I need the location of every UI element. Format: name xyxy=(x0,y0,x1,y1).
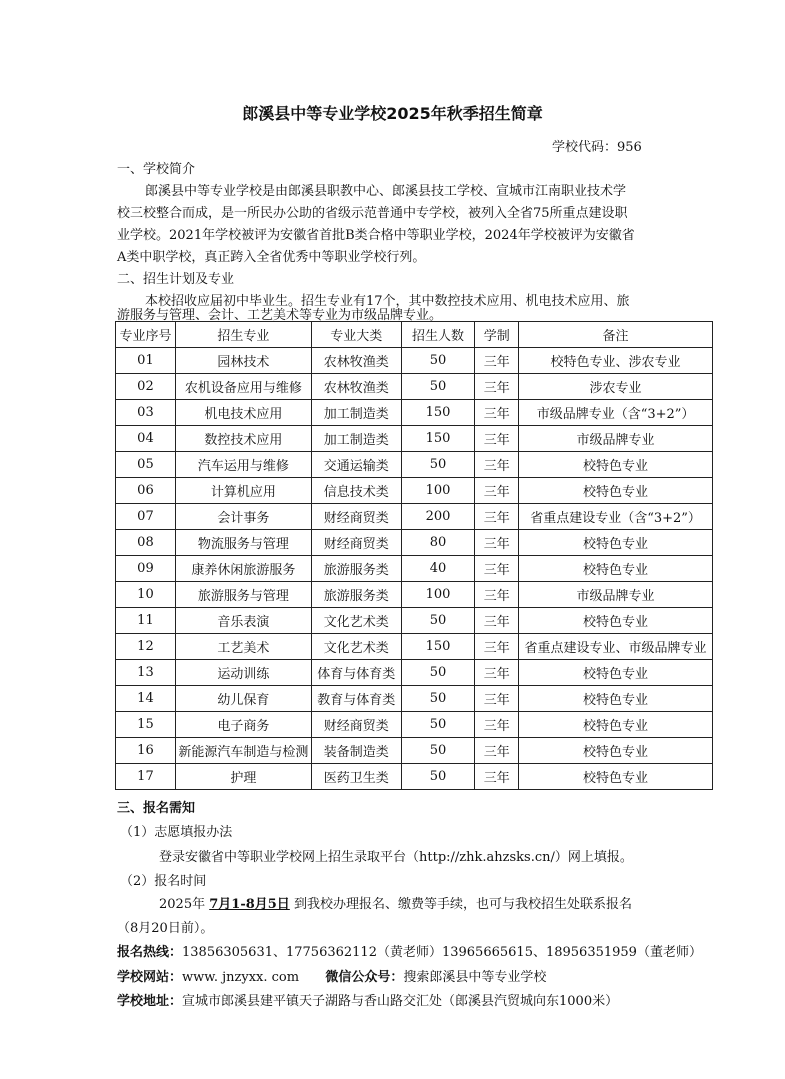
cell-seq: 05 xyxy=(116,452,176,478)
cell-quota: 150 xyxy=(401,426,475,452)
section3-heading: 三、报名需知 xyxy=(117,801,196,816)
cell-quota: 40 xyxy=(401,556,475,582)
cell-note: 校特色专业 xyxy=(519,452,713,478)
cell-duration: 三年 xyxy=(475,374,519,400)
cell-seq: 02 xyxy=(116,374,176,400)
cell-category: 农林牧渔类 xyxy=(311,348,401,374)
registration-dates: 7月1-8月5日 xyxy=(209,897,290,912)
cell-major: 电子商务 xyxy=(175,712,311,738)
section1-line-2: 校三校整合而成，是一所民办公助的省级示范普通中专学校，被列入全省75所重点建设职 xyxy=(117,206,628,221)
header-category: 专业大类 xyxy=(311,322,401,348)
cell-duration: 三年 xyxy=(475,634,519,660)
cell-category: 旅游服务类 xyxy=(311,556,401,582)
section1-heading: 一、学校简介 xyxy=(117,162,196,177)
table-row xyxy=(116,686,713,712)
item1-label: （1）志愿填报办法 xyxy=(120,825,233,840)
table-row xyxy=(116,400,713,426)
cell-category: 财经商贸类 xyxy=(311,504,401,530)
cell-seq: 07 xyxy=(116,504,176,530)
cell-category: 信息技术类 xyxy=(311,478,401,504)
cell-quota: 50 xyxy=(401,712,475,738)
cell-seq: 14 xyxy=(116,686,176,712)
header-major: 招生专业 xyxy=(175,322,311,348)
cell-note: 校特色专业 xyxy=(519,764,713,790)
item1-text: 登录安徽省中等职业学校网上招生录取平台（http://zhk.ahzsks.cn/）网上填报。 xyxy=(159,850,633,865)
cell-major: 旅游服务与管理 xyxy=(175,582,311,608)
table-row xyxy=(116,530,713,556)
table-row xyxy=(116,478,713,504)
cell-note: 省重点建设专业（含“3+2”） xyxy=(519,504,713,530)
cell-quota: 50 xyxy=(401,608,475,634)
address xyxy=(117,990,618,1009)
section1-line-3: 业学校。2021年学校被评为安徽省首批B类合格中等职业学校，2024年学校被评为安徽省 xyxy=(117,228,635,243)
cell-quota: 50 xyxy=(401,348,475,374)
cell-category: 农林牧渔类 xyxy=(311,374,401,400)
cell-category: 医药卫生类 xyxy=(311,764,401,790)
cell-quota: 50 xyxy=(401,764,475,790)
cell-major: 护理 xyxy=(175,764,311,790)
cell-seq: 12 xyxy=(116,634,176,660)
cell-quota: 80 xyxy=(401,530,475,556)
cell-note: 校特色专业 xyxy=(519,478,713,504)
cell-note: 市级品牌专业 xyxy=(519,426,713,452)
cell-duration: 三年 xyxy=(475,348,519,374)
website-label: 学校网站： xyxy=(117,970,183,985)
cell-major: 新能源汽车制造与检测 xyxy=(175,738,311,764)
cell-seq: 11 xyxy=(116,608,176,634)
wechat-value: 搜索郎溪县中等专业学校 xyxy=(403,970,547,985)
section2-heading: 二、招生计划及专业 xyxy=(117,272,235,287)
cell-category: 旅游服务类 xyxy=(311,582,401,608)
cell-category: 加工制造类 xyxy=(311,400,401,426)
table-row xyxy=(116,608,713,634)
cell-major: 物流服务与管理 xyxy=(175,530,311,556)
cell-seq: 04 xyxy=(116,426,176,452)
cell-seq: 13 xyxy=(116,660,176,686)
item2-prefix: 2025年 xyxy=(159,897,206,912)
address-value: 宣城市郎溪县建平镇天子湖路与香山路交汇处（郎溪县汽贸城向东1000米） xyxy=(182,994,619,1009)
cell-major: 工艺美术 xyxy=(175,634,311,660)
cell-duration: 三年 xyxy=(475,608,519,634)
cell-note: 校特色专业 xyxy=(519,608,713,634)
cell-duration: 三年 xyxy=(475,712,519,738)
cell-seq: 08 xyxy=(116,530,176,556)
cell-category: 文化艺术类 xyxy=(311,608,401,634)
cell-seq: 15 xyxy=(116,712,176,738)
header-duration: 学制 xyxy=(475,322,519,348)
address-label: 学校地址： xyxy=(117,994,183,1009)
cell-major: 汽车运用与维修 xyxy=(175,452,311,478)
cell-duration: 三年 xyxy=(475,556,519,582)
table-row xyxy=(116,452,713,478)
cell-quota: 150 xyxy=(401,634,475,660)
table-header-row xyxy=(116,322,713,348)
section1-line-1: 郎溪县中等专业学校是由郎溪县职教中心、郎溪县技工学校、宣城市江南职业技术学 xyxy=(145,184,627,199)
cell-major: 康养休闲旅游服务 xyxy=(175,556,311,582)
item2-label: （2）报名时间 xyxy=(120,874,207,889)
table-row xyxy=(116,712,713,738)
website-value[interactable]: www. jnzyxx. com xyxy=(182,970,300,985)
cell-note: 校特色专业 xyxy=(519,660,713,686)
table-row xyxy=(116,764,713,790)
header-quota: 招生人数 xyxy=(401,322,475,348)
cell-quota: 200 xyxy=(401,504,475,530)
table-row xyxy=(116,660,713,686)
item2-line2: （8月20日前）。 xyxy=(117,921,214,936)
cell-note: 市级品牌专业 xyxy=(519,582,713,608)
cell-major: 幼儿保育 xyxy=(175,686,311,712)
table-row xyxy=(116,556,713,582)
hotline xyxy=(117,941,702,960)
cell-seq: 17 xyxy=(116,764,176,790)
cell-note: 涉农专业 xyxy=(519,374,713,400)
table-row xyxy=(116,504,713,530)
cell-category: 交通运输类 xyxy=(311,452,401,478)
table-row xyxy=(116,634,713,660)
header-seq: 专业序号 xyxy=(116,322,176,348)
website-wechat xyxy=(117,966,546,985)
section2-line-1: 本校招收应届初中毕业生。招生专业有17个，其中数控技术应用、机电技术应用、旅 xyxy=(145,294,630,309)
cell-seq: 16 xyxy=(116,738,176,764)
cell-note: 校特色专业 xyxy=(519,530,713,556)
cell-duration: 三年 xyxy=(475,660,519,686)
cell-quota: 50 xyxy=(401,686,475,712)
cell-note: 市级品牌专业（含“3+2”） xyxy=(519,400,713,426)
section2-line-2: 游服务与管理、会计、工艺美术等专业为市级品牌专业。 xyxy=(117,308,443,323)
cell-duration: 三年 xyxy=(475,764,519,790)
cell-category: 加工制造类 xyxy=(311,426,401,452)
section1-line-4: A类中职学校，真正跨入全省优秀中等职业学校行列。 xyxy=(117,250,426,265)
cell-duration: 三年 xyxy=(475,530,519,556)
cell-seq: 01 xyxy=(116,348,176,374)
page-title: 郎溪县中等专业学校2025年秋季招生简章 xyxy=(242,104,543,123)
cell-note: 校特色专业 xyxy=(519,686,713,712)
cell-major: 园林技术 xyxy=(175,348,311,374)
cell-quota: 50 xyxy=(401,374,475,400)
cell-major: 音乐表演 xyxy=(175,608,311,634)
cell-quota: 150 xyxy=(401,400,475,426)
cell-duration: 三年 xyxy=(475,452,519,478)
cell-category: 财经商贸类 xyxy=(311,712,401,738)
cell-seq: 03 xyxy=(116,400,176,426)
cell-duration: 三年 xyxy=(475,686,519,712)
cell-note: 校特色专业 xyxy=(519,556,713,582)
wechat-label: 微信公众号： xyxy=(325,970,404,985)
table-row xyxy=(116,426,713,452)
cell-duration: 三年 xyxy=(475,478,519,504)
cell-major: 计算机应用 xyxy=(175,478,311,504)
table-row xyxy=(116,348,713,374)
cell-category: 体育与体育类 xyxy=(311,660,401,686)
cell-category: 教育与体育类 xyxy=(311,686,401,712)
cell-category: 文化艺术类 xyxy=(311,634,401,660)
cell-major: 农机设备应用与维修 xyxy=(175,374,311,400)
table-row xyxy=(116,374,713,400)
cell-major: 机电技术应用 xyxy=(175,400,311,426)
hotline-value: 13856305631、17756362112（黄老师）13965665615、18956351959（董老师） xyxy=(182,945,702,960)
cell-duration: 三年 xyxy=(475,504,519,530)
cell-duration: 三年 xyxy=(475,426,519,452)
cell-quota: 50 xyxy=(401,452,475,478)
cell-duration: 三年 xyxy=(475,738,519,764)
header-note: 备注 xyxy=(519,322,713,348)
item2-suffix: 到我校办理报名、缴费等手续，也可与我校招生处联系报名 xyxy=(293,897,632,912)
hotline-label: 报名热线： xyxy=(117,945,183,960)
cell-duration: 三年 xyxy=(475,582,519,608)
cell-quota: 100 xyxy=(401,582,475,608)
table-row xyxy=(116,582,713,608)
cell-category: 装备制造类 xyxy=(311,738,401,764)
cell-note: 校特色专业 xyxy=(519,738,713,764)
cell-note: 校特色专业、涉农专业 xyxy=(519,348,713,374)
cell-major: 数控技术应用 xyxy=(175,426,311,452)
cell-duration: 三年 xyxy=(475,400,519,426)
cell-quota: 50 xyxy=(401,738,475,764)
cell-major: 运动训练 xyxy=(175,660,311,686)
majors-table xyxy=(115,321,713,790)
cell-quota: 50 xyxy=(401,660,475,686)
cell-seq: 06 xyxy=(116,478,176,504)
cell-seq: 09 xyxy=(116,556,176,582)
item2-text xyxy=(159,893,632,912)
cell-quota: 100 xyxy=(401,478,475,504)
cell-note: 省重点建设专业、市级品牌专业 xyxy=(519,634,713,660)
school-code: 学校代码：956 xyxy=(552,140,642,155)
table-row xyxy=(116,738,713,764)
cell-category: 财经商贸类 xyxy=(311,530,401,556)
cell-seq: 10 xyxy=(116,582,176,608)
cell-major: 会计事务 xyxy=(175,504,311,530)
cell-note: 校特色专业 xyxy=(519,712,713,738)
